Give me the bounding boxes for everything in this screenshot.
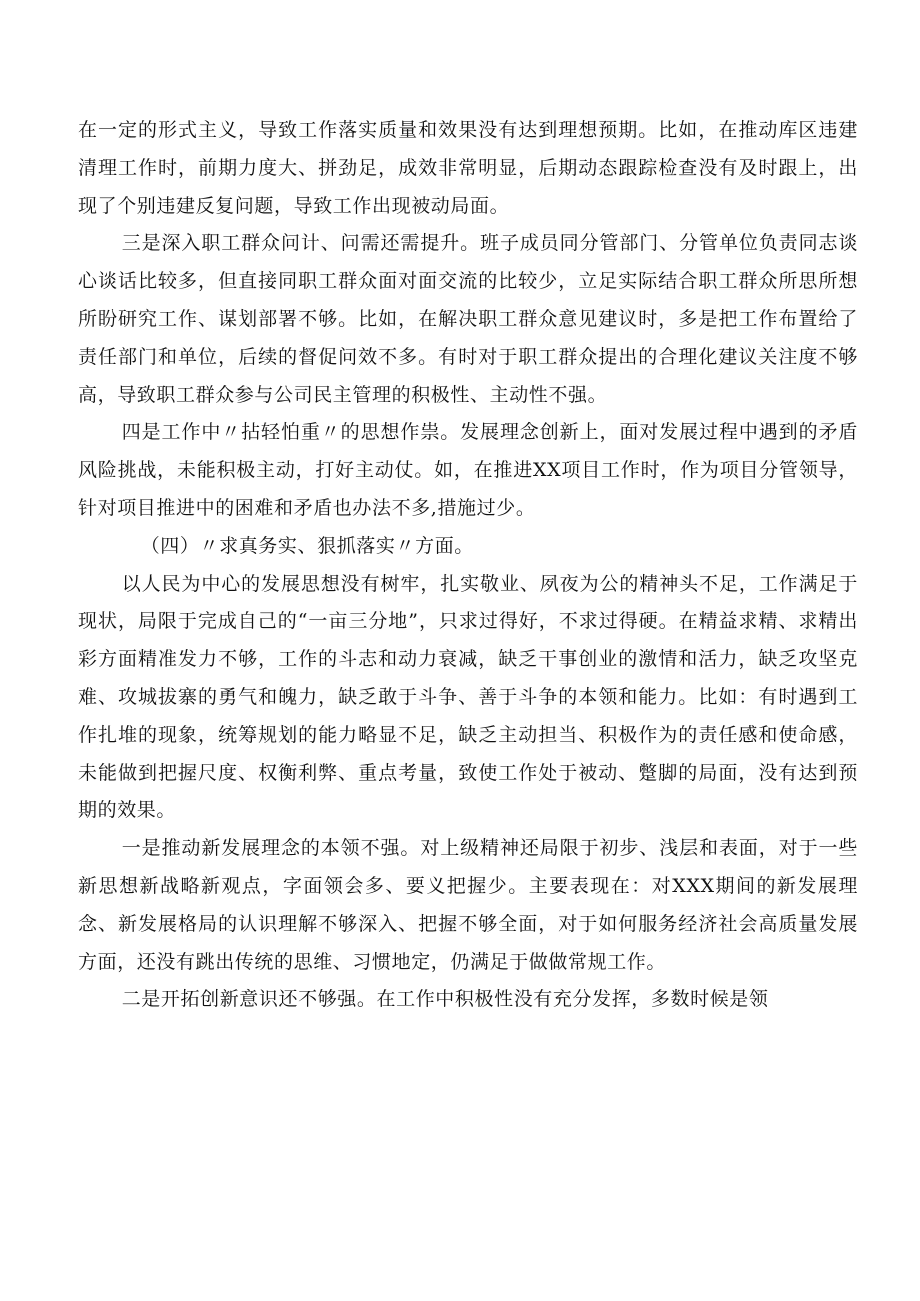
paragraph-point-three: 三是深入职工群众问计、问需还需提升。班子成员同分管部门、分管单位负责同志谈心谈话比较多，但直接同职工群众面对面交流的比较少，立足实际结合职工群众所思所想所盼研究工作、谋划部署不够。比如，在解决职工群众意见建议时，多是把工作布置给了责任部门和单位，后续的督促问效不多。有时对于职工群众提出的合理化建议关注度不够高，导致职工群众参与公司民主管理的积极性、主动性不强。 xyxy=(78,232,858,406)
paragraph-point-one: 一是推动新发展理念的本领不强。对上级精神还局限于初步、浅层和表面，对于一些新思想新战略新观点，字面领会多、要义把握少。主要表现在：对XXX期间的新发展理念、新发展格局的认识理解不够深入、把握不够全面，对于如何服务经济社会高质量发展方面，还没有跳出传统的思维、习惯地定，仍满足于做做常规工作。 xyxy=(78,837,858,973)
paragraph-point-four: 四是工作中〃拈轻怕重〃的思想作祟。发展理念创新上，面对发展过程中遇到的矛盾风险挑战，未能积极主动，打好主动仗。如，在推进XX项目工作时，作为项目分管领导，针对项目推进中的困难和矛盾也办法不多,措施过少。 xyxy=(78,421,858,519)
paragraph-section-intro: 以人民为中心的发展思想没有树牢，扎实敬业、夙夜为公的精神头不足，工作满足于现状，局限于完成自己的“一亩三分地”，只求过得好，不求过得硬。在精益求精、求精出彩方面精准发力不够，工作的斗志和动力衰减，缺乏干事创业的激情和活力，缺乏攻坚克难、攻城拔寨的勇气和魄力，缺乏敢于斗争、善于斗争的本领和能力。比如：有时遇到工作扎堆的现象，统筹规划的能力略显不足，缺乏主动担当、积极作为的责任感和使命感，未能做到把握尺度、权衡利弊、重点考量，致使工作处于被动、蹩脚的局面，没有达到预期的效果。 xyxy=(78,572,858,822)
section-heading-four: （四）〃求真务实、狠抓落实〃方面。 xyxy=(140,534,474,557)
paragraph-point-two: 二是开拓创新意识还不够强。在工作中积极性没有充分发挥，多数时候是领 xyxy=(121,988,769,1011)
paragraph-continuation: 在一定的形式主义，导致工作落实质量和效果没有达到理想预期。比如，在推动库区违建清理工作时，前期力度大、拼劲足，成效非常明显，后期动态跟踪检查没有及时跟上，出现了个别违建反复问题，导致工作出现被动局面。 xyxy=(78,119,858,217)
